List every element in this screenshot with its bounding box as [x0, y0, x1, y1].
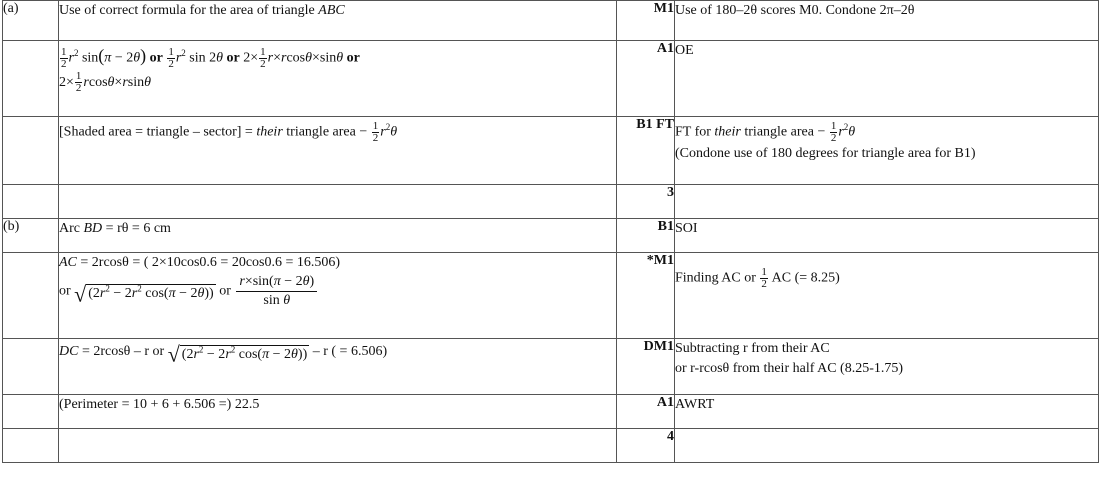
guidance-cell: Finding AC or $\frac{1}{2}$ AC (= 8.25): [675, 253, 1099, 339]
mark-cell: *M1: [617, 253, 675, 339]
mark-cell: DM1: [617, 339, 675, 395]
guidance-cell: Subtracting r from their AC or r-rcosθ from their half AC (8.25-1.75): [675, 339, 1099, 395]
answer-cell: $\frac{1}{2}$ $r^2$ sin(π − 2θ) or $\frac{1}{2}$ $r^2$ sin 2θ or 2× $\frac{1}{2}$ r×rcosθ×sinθ or 2× $\frac{1}{2}$ rcosθ×rsinθ: [59, 41, 617, 117]
mark-cell: B1: [617, 219, 675, 253]
answer-cell: (Perimeter = 10 + 6 + 6.506 =) 22.5: [59, 395, 617, 429]
answer-cell: Arc BD = rθ = 6 cm: [59, 219, 617, 253]
answer-cell: AC = 2rcosθ = ( 2×10cos0.6 = 20cos0.6 = 16.506) or √ ($2r^2 - 2r^2$ cos(π − 2θ)) or $\frac{r\times\sin(\pi - 2\theta)}{\text{sin θ}}$: [59, 253, 617, 339]
guidance-cell: SOI: [675, 219, 1099, 253]
table-row: [3, 395, 1099, 429]
table-row: [3, 219, 1099, 253]
answer-cell: [Shaded area = triangle – sector] = their triangle area − $\frac{1}{2}$ $r^2\theta$: [59, 117, 617, 185]
mark-scheme-table: [2, 0, 1099, 463]
table-row: [3, 253, 1099, 339]
mark-cell: A1: [617, 395, 675, 429]
table-row: [3, 117, 1099, 185]
table-row: [3, 429, 1099, 463]
table-row: [3, 339, 1099, 395]
table-row: [3, 185, 1099, 219]
answer-cell: DC = 2rcosθ – r or √ ($2r^2 - 2r^2$ cos(π − 2θ)) – r ( = 6.506): [59, 339, 617, 395]
part-label: (a): [3, 1, 59, 41]
guidance-cell: Use of 180–2θ scores M0. Condone 2π–2θ: [675, 1, 1099, 41]
guidance-cell: FT for their triangle area − $\frac{1}{2}$ $r^2\theta$ (Condone use of 180 degrees for triangle area for B1): [675, 117, 1099, 185]
total-marks: 4: [617, 429, 675, 463]
table-row: [3, 1, 1099, 41]
mark-cell: M1: [617, 1, 675, 41]
part-label: (b): [3, 219, 59, 253]
answer-cell: Use of correct formula for the area of triangle ABC: [59, 1, 617, 41]
table-row: [3, 41, 1099, 117]
total-marks: 3: [617, 185, 675, 219]
mark-cell: A1: [617, 41, 675, 117]
guidance-cell: AWRT: [675, 395, 1099, 429]
guidance-cell: OE: [675, 41, 1099, 117]
mark-cell: B1 FT: [617, 117, 675, 185]
